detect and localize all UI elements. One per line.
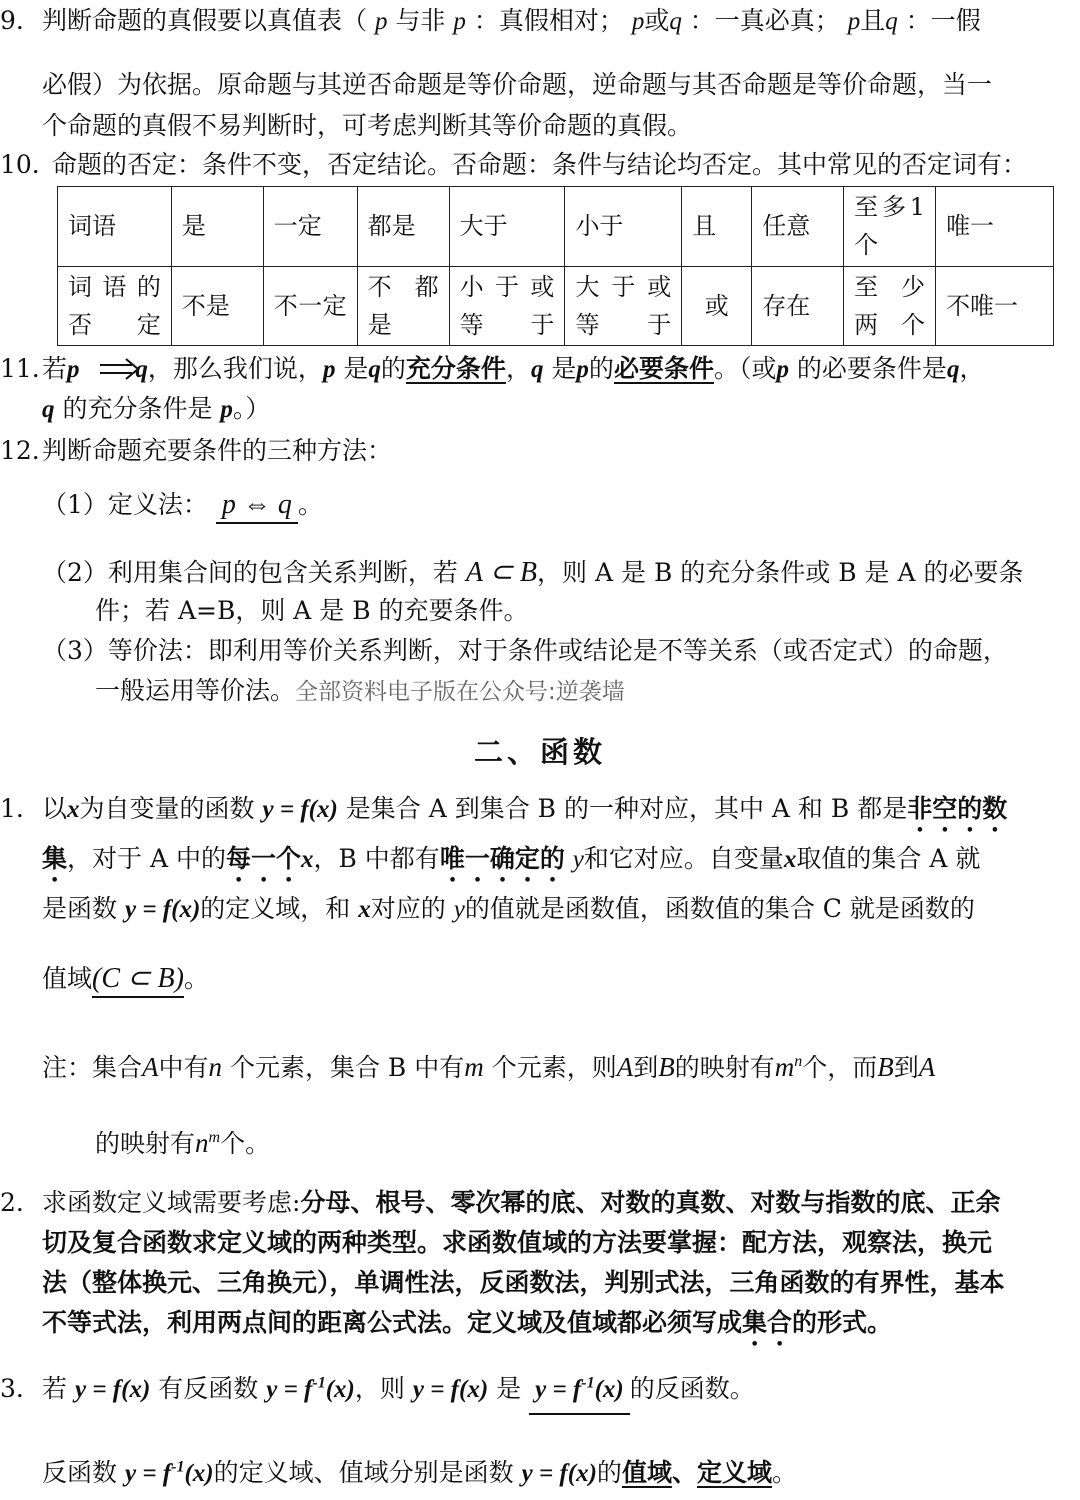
function-formula: y = f(x)	[124, 896, 201, 923]
f1-text-a: 以	[42, 794, 68, 823]
item-12-method-3-line-2	[95, 674, 1070, 709]
f1-l2-a: ，对于 A 中的	[67, 844, 226, 873]
math-y: y	[453, 896, 465, 923]
method-1-label: （1）定义法：	[42, 490, 208, 519]
negation-table	[57, 186, 1054, 346]
range-term: 值域	[621, 1458, 672, 1487]
item-11-text-a: 若	[42, 354, 68, 383]
item-9-line-1	[42, 4, 1070, 39]
math-B: B	[658, 1052, 675, 1082]
f3-l2-b: 的定义域、值域分别是函数	[213, 1458, 514, 1487]
math-q: q	[669, 8, 682, 35]
item-9-text-d: ：一真必真；	[689, 6, 840, 35]
method-1-end: 。	[297, 490, 323, 519]
necessary-condition: 必要条件	[613, 354, 714, 383]
math-A: A	[918, 1052, 936, 1082]
f1-l2-d: 取值的集合 A 就	[796, 844, 981, 873]
table-cell: 大于或等于	[565, 266, 682, 346]
f3-text-b: 有反函数	[158, 1374, 259, 1403]
item-9-line-3: 个命题的真假不易判断时，可考虑判断其等价命题的真假。	[42, 111, 693, 140]
item-11-line-2	[42, 392, 1070, 427]
item-11-text-g: 的	[588, 354, 614, 383]
math-p: p	[322, 356, 336, 383]
table-row-words	[58, 187, 1054, 267]
math-q: q	[530, 356, 544, 383]
table-cell: 不一定	[263, 266, 357, 346]
inverse-function-formula-underlined: $y = f^{-1}(x)$	[529, 1373, 630, 1415]
f3-text-d: 是	[496, 1374, 522, 1403]
math-p: p	[374, 8, 388, 35]
table-cell: 小于或等于	[449, 266, 565, 346]
f3-l2-c: 的	[596, 1458, 622, 1487]
nonempty-emphasis: 非空的数	[907, 794, 1008, 823]
note-a: 注：集合	[42, 1053, 143, 1082]
math-A: A	[142, 1052, 159, 1082]
math-y: y	[572, 846, 584, 873]
math-m: m	[464, 1052, 484, 1082]
section-title: 二、函数	[473, 735, 606, 769]
math-p: p	[453, 8, 466, 35]
function-2-line-1	[42, 1186, 1070, 1220]
f3-l2-end: 。	[771, 1458, 797, 1487]
f3-text-a: 若	[42, 1374, 68, 1403]
math-n: n	[208, 1052, 223, 1082]
item-9-text-b: 与非	[395, 6, 446, 35]
table-cell: 小于	[565, 187, 682, 267]
math-x: x	[783, 846, 797, 873]
f3-text-e: 的反函数。	[629, 1374, 755, 1403]
item-12-method-3-line-1: （3）等价法：即利用等价关系判断，对于条件或结论是不等关系（或否定式）的命题，	[42, 636, 1008, 665]
method-3-text: 一般运用等价法。	[95, 676, 296, 705]
math-B: B	[877, 1052, 894, 1082]
f1-l3-d: 的值就是函数值，函数值的集合 C 就是函数的	[464, 894, 975, 923]
f1-text-b: 为自变量的函数	[79, 794, 255, 823]
note-e: 到	[633, 1053, 659, 1082]
function-1-note-line-2	[95, 1126, 1070, 1161]
item-11-text-e: ，	[505, 354, 531, 383]
table-row-negations	[58, 266, 1054, 346]
math-q: q	[42, 396, 55, 423]
subset-formula: A ⊂ B	[465, 557, 538, 588]
f1-l2-c: 和它对应。自变量	[583, 844, 784, 873]
unique-emphasis: 唯一确定的	[439, 844, 565, 873]
f2-text-a: 求函数定义域需要考虑:	[42, 1188, 301, 1217]
f1-l3-a: 是函数	[42, 894, 118, 923]
f3-text-c: ，则	[354, 1374, 405, 1403]
function-3-line-1	[42, 1372, 1070, 1415]
item-number-9: 9.	[0, 6, 24, 35]
item-11-text-d: 的	[380, 354, 406, 383]
item-11-text-b: ，那么我们说，	[147, 354, 323, 383]
function-item-number-1: 1.	[0, 794, 24, 823]
table-cell: 词语的否定	[58, 266, 172, 346]
word-or: 或	[644, 6, 670, 35]
item-11-end: 。）	[232, 394, 271, 423]
sufficient-condition: 充分条件	[405, 354, 506, 383]
table-cell: 不唯一	[936, 266, 1054, 346]
table-cell: 存在	[752, 266, 844, 346]
item-12-method-1	[42, 488, 1070, 524]
math-p: p	[220, 396, 233, 423]
math-q: q	[946, 356, 960, 383]
math-q: q	[885, 8, 898, 35]
f1-text-c: 是集合 A 到集合 B 的一种对应，其中 A 和 B 都是	[345, 794, 908, 823]
math-x: x	[67, 796, 80, 823]
domain-term: 定义域	[696, 1458, 772, 1487]
item-9-line-2: 必假）为依据。原命题与其逆否命题是等价命题，逆命题与其否命题是等价命题，当一	[42, 70, 993, 99]
equivalence-formula: p ⇔ q	[216, 488, 298, 524]
note2-a: 的映射有	[95, 1129, 196, 1158]
f2-line4-b: 的形式。	[792, 1308, 893, 1337]
note-b: 中有	[158, 1053, 209, 1082]
item-12-method-2-line-1	[42, 556, 1070, 590]
f2-text-b: 分母、根号、零次幂的底、对数的真数、对数与指数的底、正余	[300, 1188, 1001, 1217]
math-q: q	[135, 356, 148, 383]
watermark-text: 全部资料电子版在公众号:逆袭墙	[295, 679, 625, 705]
item-number-11: 11.	[0, 354, 40, 383]
math-A: A	[616, 1052, 634, 1082]
each-emphasis: 每一个	[225, 844, 301, 873]
table-cell: 至少两个	[844, 266, 936, 346]
math-x: x	[300, 846, 314, 873]
item-11-text-f: 是	[551, 354, 577, 383]
item-9-text-e: ：一假	[905, 6, 981, 35]
word-and: 且	[860, 6, 886, 35]
method-2-text-a: （2）利用集合间的包含关系判断，若	[42, 558, 458, 587]
function-1-line-1	[42, 792, 1070, 838]
note-f: 的映射有	[674, 1053, 775, 1082]
function-formula: y = f(x)	[412, 1376, 489, 1403]
note2-b: 个。	[220, 1129, 271, 1158]
note-g: 个，而	[802, 1053, 878, 1082]
item-11-line-2-text: 的充分条件是	[62, 394, 213, 423]
table-cell: 至多1个	[844, 187, 936, 267]
f1-l4-end: 。	[183, 964, 209, 993]
term-separator: 、	[671, 1458, 697, 1487]
table-cell: 任意	[752, 187, 844, 267]
table-cell: 不都是	[357, 266, 449, 346]
item-number-10: 10.	[0, 150, 40, 179]
function-formula: y = f(x)	[262, 796, 338, 823]
table-cell: 大于	[449, 187, 565, 267]
item-9-text-a: 判断命题的真假要以真值表（	[42, 6, 368, 35]
function-2-line-3: 法（整体换元、三角换元），单调性法，反函数法，判别式法，三角函数的有界性，基本	[42, 1268, 1005, 1297]
set-emphasis: 集合	[742, 1308, 793, 1337]
f3-l2-a: 反函数	[42, 1458, 118, 1487]
function-2-line-4	[42, 1306, 1070, 1352]
function-3-line-2	[42, 1456, 1070, 1491]
math-p: p	[67, 356, 80, 383]
function-item-number-2: 2.	[0, 1188, 24, 1217]
function-2-line-2: 切及复合函数求定义域的两种类型。求函数值域的方法要掌握：配方法，观察法，换元	[42, 1228, 993, 1257]
f1-l2-b: ，B 中都有	[313, 844, 440, 873]
math-m-power-n: $m^n$	[774, 1052, 803, 1082]
math-p: p	[576, 356, 589, 383]
function-1-line-3	[42, 892, 1070, 927]
inverse-function-formula: $y = f^{-1}(x)$	[124, 1458, 214, 1487]
item-11-text-h: 。（或	[713, 354, 777, 383]
math-n-power-m: $n^m$	[195, 1128, 221, 1158]
math-p: p	[776, 356, 789, 383]
math-p: p	[631, 8, 645, 35]
f1-l3-b: 的定义域，和	[200, 894, 351, 923]
note-d: 个元素，则	[491, 1053, 617, 1082]
item-12-method-2-line-2: 件；若 A=B，则 A 是 B 的充要条件。	[95, 596, 529, 625]
table-cell: 且	[682, 187, 752, 267]
item-11-text-c: 是	[343, 354, 369, 383]
item-11-text-i: 的必要条件是	[796, 354, 947, 383]
inverse-function-formula: $y = f^{-1}(x)$	[266, 1374, 355, 1403]
method-2-text-b: ，则 A 是 B 的充分条件或 B 是 A 的必要条	[537, 558, 1024, 587]
f1-l4-a: 值域	[42, 964, 93, 993]
table-cell: 词语	[58, 187, 172, 267]
item-12-title: 判断命题充要条件的三种方法：	[42, 436, 393, 465]
table-cell: 是	[171, 187, 263, 267]
note-c: 个元素，集合 B 中有	[229, 1053, 465, 1082]
item-9-text-c: ：真假相对；	[473, 6, 624, 35]
nonempty-emphasis-end: 集	[42, 844, 68, 873]
note-h: 到	[893, 1053, 919, 1082]
table-cell: 一定	[263, 187, 357, 267]
item-number-12: 12.	[0, 436, 40, 465]
item-11-line-1	[42, 352, 1070, 387]
table-cell: 都是	[357, 187, 449, 267]
function-1-line-2	[42, 842, 1070, 888]
math-q: q	[368, 356, 381, 383]
function-1-note-line-1	[42, 1050, 1070, 1085]
item-10-text: 命题的否定：条件不变，否定结论。否命题：条件与结论均否定。其中常见的否定词有：	[52, 150, 1028, 179]
item-11-text-j: ，	[959, 354, 985, 383]
range-subset-formula: (C ⊂ B)	[92, 963, 184, 998]
f1-l3-c: 对应的	[370, 894, 446, 923]
function-1-line-4	[42, 962, 1070, 996]
math-x: x	[358, 896, 371, 923]
table-cell: 或	[682, 266, 752, 346]
table-cell: 唯一	[936, 187, 1054, 267]
f2-line4-a: 不等式法，利用两点间的距离公式法。定义域及值域都必须写成	[42, 1308, 743, 1337]
math-p: p	[847, 8, 861, 35]
table-cell: 不是	[171, 266, 263, 346]
function-formula: y = f(x)	[521, 1460, 597, 1487]
implies-arrow-svg	[98, 356, 142, 382]
function-formula: y = f(x)	[74, 1376, 151, 1403]
function-item-number-3: 3.	[0, 1374, 24, 1403]
